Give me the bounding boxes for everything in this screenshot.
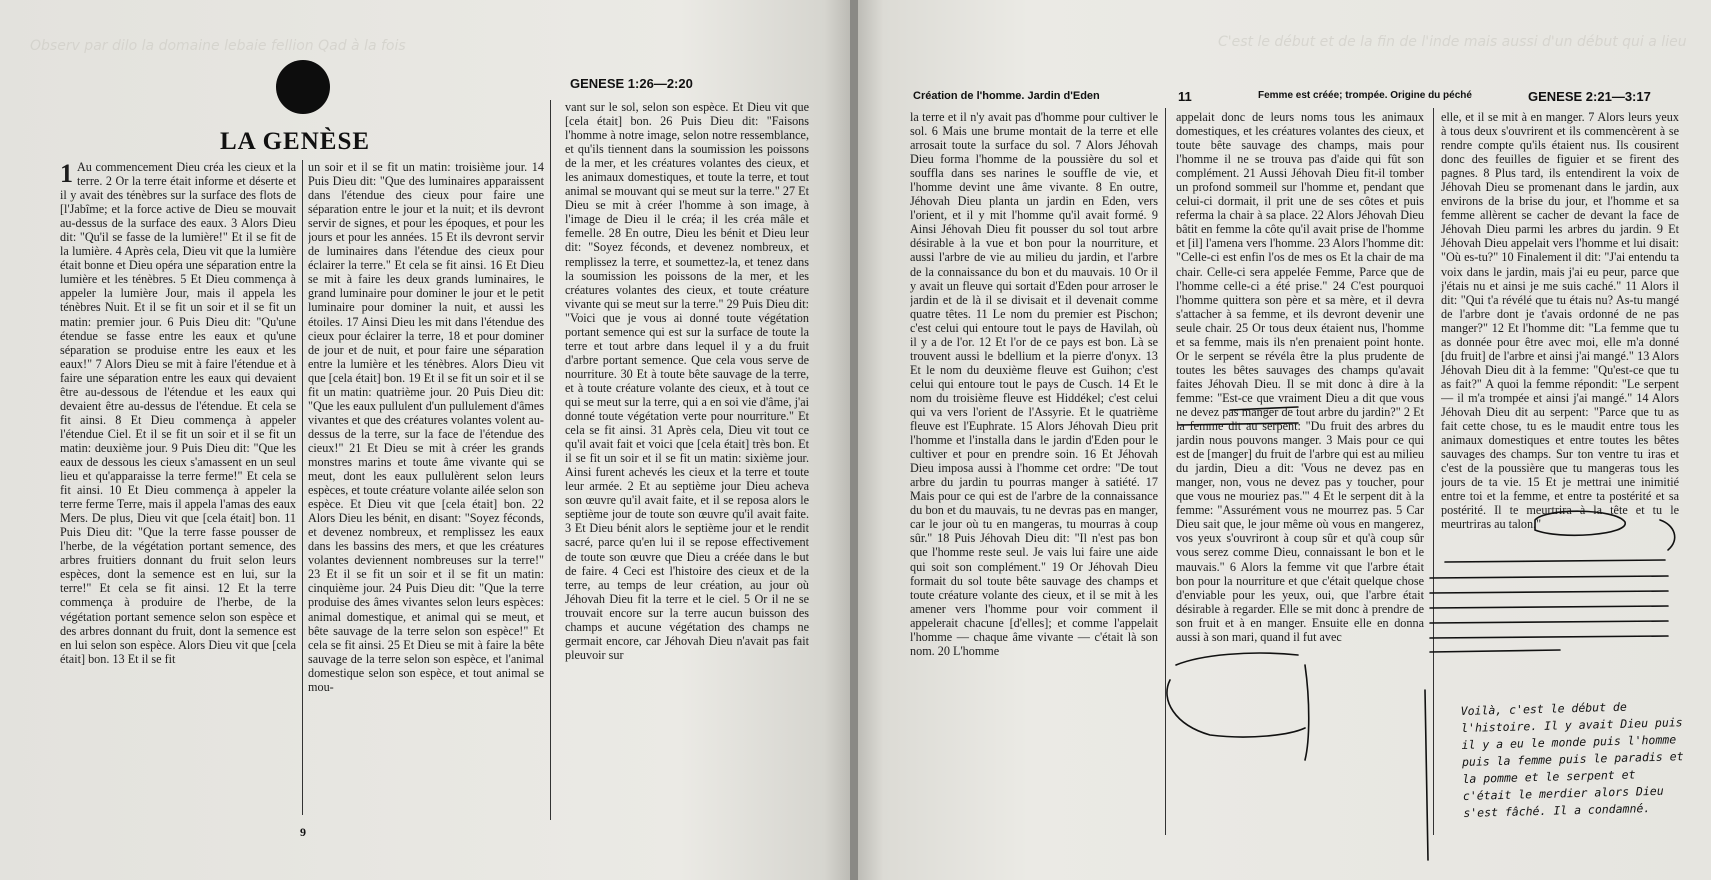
- underline-mark: [1430, 606, 1668, 608]
- verse-text: un soir et il se fit un matin: troisième jour. 14 Puis Dieu dit: "Que des luminaires apparaissent dans l'étendue des cieux pour faire une séparation entre le jour et la nuit; et ils devront servir de signes, et pour les époques, et pour les jours et pour les années. 15 Et ils devront servir de luminaires dans l'étendue des cieux pour éclairer la terre." Et cela se fit ainsi. 16 Et Dieu se mit à faire les deux grands luminaires, le grand luminaire pour dominer le jour et le petit luminaire pour dominer la nuit, et aussi les étoiles. 17 Ainsi Dieu les mit dans l'étendue des cieux pour éclairer la terre, 18 et pour dominer de jour et de nuit, et pour faire une séparation entre la lumière et les ténèbres. Alors Dieu vit que [cela était] bon. 19 Et il se fit un soir et il se fit un matin: quatrième jour. 20 Puis Dieu dit: "Que les eaux pullulent d'un pullulement d'âmes vivantes et que des créatures volantes volent au-dessus de la terre, sur la face de l'étendue des cieux!" 21 Et Dieu se mit à créer les grands monstres marins et toute âme vivante qui se meut, dont les eaux pullulèrent selon leurs espèces, et toute créature volante ailée selon son espèce. Et Dieu vit que [cela était] bon. 22 Alors Dieu les bénit, en disant: "Soyez féconds, et devenez nombreux, et remplissez les eaux dans les bassins des mers, et que les créatures volantes deviennent nombreuses sur la terre!" 23 Et il se fit un soir et il se fit un matin: cinquième jour. 24 Puis Dieu dit: "Que la terre produise des âmes vivantes selon leurs espèces: animal domestique, et animal qui se meut, et bête sauvage de la terre selon son espèce!" Et cela se fit ainsi. 25 Et Dieu se mit à faire la bête sauvage de la terre selon son espèce, et l'animal domestique selon son espèce, et tout animal se mou-: [308, 160, 544, 694]
- underline-mark: [1430, 591, 1668, 593]
- running-head-right: GENESE 2:21—3:17: [1528, 89, 1651, 104]
- verse-text: Au commencement Dieu créa les cieux et la terre. 2 Or la terre était informe et déserte et il y avait des ténèbres sur la surface des flots de [l'Jabîme; et la force active de Dieu se mouvait au-dessus de la surface des eaux. 3 Alors Dieu dit: "Qu'il se fasse de la lumière!" Et il se fit de la lumière. 4 Après cela, Dieu vit que la lumière était bonne et Dieu opéra une séparation entre la lumière et les ténèbres. 5 Et Dieu commença à appeler la lumière Jour, mais il appela les ténèbres Nuit. Et il se fit un soir et il se fit un matin: premier jour. 6 Puis Dieu dit: "Qu'une étendue se fasse entre les eaux et qu'une séparation se produise entre les eaux et les eaux!" 7 Alors Dieu se mit à faire l'étendue et à faire une séparation entre les eaux qui devaient être au-dessous de l'étendue et les eaux qui devaient être au-dessus de l'étendue. Et cela se fit ainsi. 8 Et Dieu commença à appeler l'étendue Ciel. Et il se fit un soir et il se fit un matin: deuxième jour. 9 Puis Dieu dit: "Que les eaux de dessous les cieux s'amassent en un seul lieu et qu'apparaisse la terre ferme!" Et cela se fit ainsi. 10 Et Dieu commença à appeler la terre ferme Terre, mais il appela l'amas des eaux Mers. De plus, Dieu vit que [cela était] bon. 11 Puis Dieu dit: "Que la terre fasse pousser de l'herbe, de la végétation portant semence, des arbres fruitiers donnant du fruit selon leurs espèces, dont la semence est en lui, sur la terre!" Et cela se fit ainsi. 12 Et la terre commença à produire de l'herbe, de la végétation portant semence selon son espèce et des arbres donnant du fruit, dont la semence est en lui selon son espèce. Alors Dieu vit que [cela était] bon. 13 Et il se fit: [60, 160, 296, 666]
- underline-mark: [1430, 576, 1668, 578]
- verse-text: vant sur le sol, selon son espèce. Et Dieu vit que [cela était] bon. 26 Puis Dieu dit: "Faisons l'homme à notre image, selon notre ressemblance, et qu'ils tiennent dans la soumission les poissons de la mer, et les créatures volantes des cieux, et les animaux domestiques, et toute la terre, et tout animal se mouvant qui se meut sur la terre." 27 Et Dieu se mit à créer l'homme à son image, à l'image de Dieu il le créa; il les créa mâle et femelle. 28 En outre, Dieu les bénit et Dieu leur dit: "Soyez féconds, et devenez nombreux, et remplissez la terre, et soumettez-la, et tenez dans la soumission les poissons de la mer, et les créatures volantes des cieux, et toute créature vivante qui se meut sur la terre." 29 Puis Dieu dit: "Voici que je vous ai donné toute végétation portant semence qui est sur la surface de toute la terre et tout arbre dans lequel il y a du fruit d'arbre portant semence. Que cela vous serve de nourriture. 30 Et à toute bête sauvage de la terre, et à toute créature volante des cieux, et à tout ce qui se meut sur la terre, qui a en soi vie d'âme, j'ai donné toute végétation verte pour nourriture." Et cela se fit ainsi. 31 Après cela, Dieu vit tout ce qu'il avait fait et voici que [cela était] très bon. Et il se fit un soir et il se fit un matin: sixième jour. Ainsi furent achevés les cieux et la terre et toute leur armée. 2 Et au septième jour Dieu acheva son œuvre qu'il avait faite, et il se reposa alors le septième jour de toute son œuvre qu'il avait faite. 3 Et Dieu bénit alors le septième jour et le rendit sacré, parce qu'en lui il se repose effectivement de toute son œuvre que Dieu a créée dans le but de faire. 4 Ceci est l'histoire des cieux et de la terre, au temps de leur création, au jour où Jéhovah Dieu fit la terre et le ciel. 5 Or il ne se trouvait encore sur la terre aucun buisson des champs et aucune végétation des champs ne germait encore, car Jéhovah Dieu n'avait pas fait pleuvoir sur: [565, 100, 809, 662]
- running-head-mid: Femme est créée; trompée. Origine du péché: [1258, 90, 1472, 101]
- underline-mark: [1445, 560, 1665, 562]
- verse-text: appelait donc de leurs noms tous les animaux domestiques, et les créatures volantes des cieux, et toute bête sauvage des champs, mais pour l'homme il ne se trouva pas d'aide qui fût son complément. 21 Aussi Jéhovah Dieu fit-il tomber un profond sommeil sur l'homme et, pendant que celui-ci dormait, il prit une de ses côtes et puis referma la chair à sa place. 22 Alors Jéhovah Dieu bâtit en femme la côte qu'il avait prise de l'homme et [il] l'amena vers l'homme. 23 Alors l'homme dit: "Celle-ci est enfin l'os de mes os Et la chair de ma chair. Celle-ci sera appelée Femme, Parce que de l'homme celle-ci a été prise." 24 C'est pourquoi l'homme quittera son père et sa mère, et il devra s'attacher à sa femme, et ils devront devenir une seule chair. 25 Or tous deux étaient nus, l'homme et sa femme, mais ils n'en prenaient point honte. Or le serpent se révéla être la plus prudente de toutes les bêtes sauvages des champs qu'avait faites Jéhovah Dieu. Il se mit donc à dire à la femme: "Est-ce que vraiment Dieu a dit que vous ne devez pas manger de tout arbre du jardin?" 2 Et la femme dit au serpent: "Du fruit des arbres du jardin nous pouvons manger. 3 Mais pour ce qui est de [manger] du fruit de l'arbre qui est au milieu du jardin, Dieu a dit: 'Vous ne devez pas en manger, non, vous ne devez pas y toucher, pour que vous ne mouriez pas.'" 4 Et le serpent dit à la femme: "Assurément vous ne mourrez pas. 5 Car Dieu sait que, le jour même où vous en mangerez, vos yeux s'ouvriront à coup sûr et qu'à coup sûr vous serez comme Dieu, connaissant le bon et le mauvais." 6 Alors la femme vit que l'arbre était bon pour la nourriture et que c'était quelque chose d'enviable pour les yeux, oui, que l'arbre était désirable à regarder. Elle se mit donc à prendre de son fruit et à en manger. Ensuite elle en donna aussi à son mari, quand il fut avec: [1176, 110, 1424, 644]
- handwritten-note: Voilà, c'est le début de l'histoire. Il y avait Dieu puis il y a eu le monde puis l'homme puis la femme puis le paradis et la pomme et le serpent et c'était le merdier alors Dieu s'est fâché. Il a condamné.: [1460, 699, 1684, 820]
- chapter-number: 1: [60, 160, 73, 188]
- running-head: GENESE 1:26—2:20: [570, 76, 693, 91]
- encircle-mark: [1535, 511, 1625, 535]
- book-title: LA GENÈSE: [220, 128, 371, 155]
- underline-mark: [1430, 621, 1668, 623]
- margin-line: [1425, 690, 1428, 860]
- page-number: 9: [300, 825, 306, 839]
- underline-mark: [1176, 653, 1298, 665]
- show-through-text: C'est le début et de la fin de l'inde mais aussi d'un début qui a lieu: [1218, 34, 1687, 50]
- underline-mark: [1430, 636, 1668, 638]
- verse-text: la terre et il n'y avait pas d'homme pour cultiver le sol. 6 Mais une brume montait de la terre et elle arrosait toute la surface du sol. 7 Alors Jéhovah Dieu forma l'homme de la poussière du sol et souffla dans ses narines le souffle de vie, et l'homme devint une âme vivante. 8 En outre, Jéhovah Dieu planta un jardin en Eden, vers l'orient, et il y mit l'homme qu'il avait formé. 9 Ainsi Jéhovah Dieu fit pousser du sol tout arbre désirable à la vue et bon pour la nourriture, et aussi l'arbre de vie au milieu du jardin, et l'arbre de la connaissance du bon et du mauvais. 10 Or il y avait un fleuve qui sortait d'Eden pour arroser le jardin et de là il se divisait et il devenait comme quatre têtes. 11 Le nom du premier est Pischon; c'est celui qui entoure tout le pays de Havilah, où il y a de l'or. 12 Et l'or de ce pays est bon. Là se trouvent aussi le bdellium et la pierre d'onyx. 13 Et le nom du deuxième fleuve est Guihon; c'est celui qui entoure tout le pays de Cusch. 14 Et le nom du troisième fleuve est Hiddékel; c'est celui qui va vers l'orient de l'Assyrie. Et le quatrième fleuve est l'Euphrate. 15 Alors Jéhovah Dieu prit l'homme et l'installa dans le jardin d'Eden pour le cultiver et pour en prendre soin. 16 Et Jéhovah Dieu imposa aussi à l'homme cet ordre: "De tout arbre du jardin tu pourras manger à satiété. 17 Mais pour ce qui est de l'arbre de la connaissance du bon et du mauvais, tu ne devras pas en manger, car le jour où tu en mangeras, tu mourras à coup sûr." 18 Puis Jéhovah Dieu dit: "Il n'est pas bon que l'homme reste seul. Je vais lui faire une aide qui soit son complément." 19 Or Jéhovah Dieu formait du sol toute bête sauvage des champs et toute créature volante des cieux, et il se mit à les amener vers l'homme pour voir comment il appelerait chacune [d'elles]; et comme l'appelait l'homme — chaque âme vivante — c'était là son nom. 20 L'homme: [910, 110, 1158, 658]
- show-through-text: Observ par dilo la domaine lebaie fellion Qad à la fois: [30, 38, 406, 54]
- arrow-mark: [1660, 520, 1675, 550]
- running-head-left: Création de l'homme. Jardin d'Eden: [913, 90, 1100, 102]
- bracket-mark: [1305, 665, 1309, 760]
- underline-mark: [1178, 423, 1298, 425]
- encircle-mark: [1167, 680, 1305, 737]
- verse-text: elle, et il se mit à en manger. 7 Alors leurs yeux à tous deux s'ouvrirent et ils commencèrent à se rendre compte qu'ils étaient nus. Ils cousirent donc des feuilles de figuier et se firent des pagnes. 8 Plus tard, ils entendirent la voix de Jéhovah Dieu se promenant dans le jardin, aux environs de la brise du jour, et l'homme et sa femme allèrent se cacher de devant la face de Jéhovah Dieu parmi les arbres du jardin. 9 Et Jéhovah Dieu appelait vers l'homme et lui disait: "Où es-tu?" 10 Finalement il dit: "J'ai entendu ta voix dans le jardin, mais j'ai eu peur, parce que j'étais nu et ainsi je me suis caché." 11 Alors il dit: "Qui t'a révélé que tu étais nu? As-tu mangé de l'arbre dont je t'avais ordonné de ne pas manger?" 12 Et l'homme dit: "La femme que tu as donnée pour être avec moi, elle m'a donné [du fruit] de l'arbre et ainsi j'ai mangé." 13 Alors Jéhovah Dieu dit à la femme: "Qu'est-ce que tu as fait?" A quoi la femme répondit: "Le serpent — il m'a trompée et ainsi j'ai mangé." 14 Alors Jéhovah Dieu dit au serpent: "Parce que tu as fait cette chose, tu es le maudit entre tous les animaux domestiques et entre toutes les bêtes sauvages des champs. Sur ton ventre tu iras et c'est de la poussière que tu mangeras tous les jours de ta vie. 15 Et je mettrai une inimitié entre toi et la femme, et entre ta postérité et sa postérité. Il te meurtrira à la tête et tu le meurtriras au talon.": [1441, 110, 1679, 532]
- page-number: 11: [1178, 89, 1192, 104]
- underline-mark: [1430, 650, 1560, 652]
- underline-mark: [1230, 407, 1298, 410]
